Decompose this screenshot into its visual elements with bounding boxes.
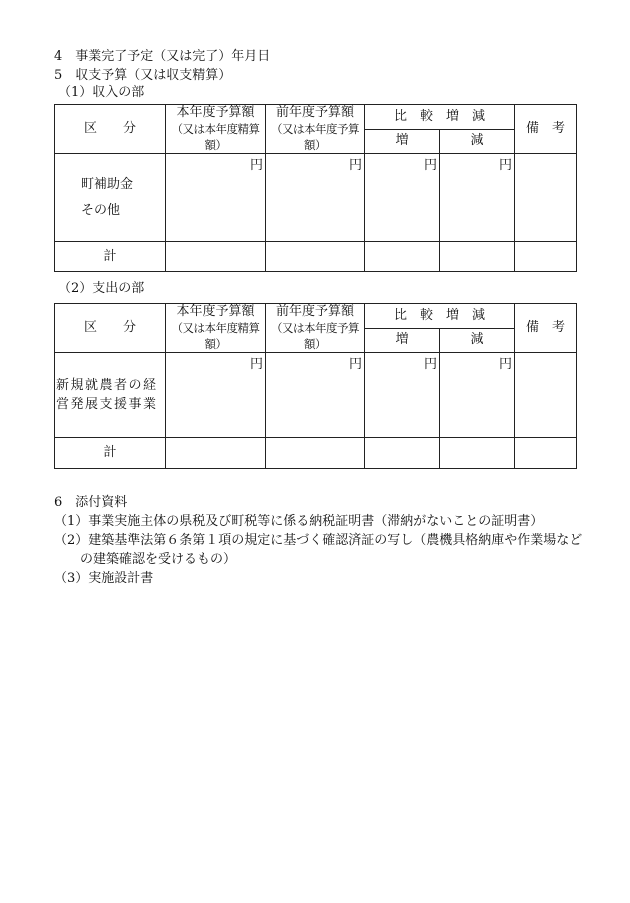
section-6-heading: 6 添付資料 (54, 495, 128, 510)
attachment-2: （2）建築基準法第６条第１項の規定に基づく確認済証の写し（農機具格納庫や作業場など (54, 533, 583, 548)
header-previous-budget: 前年度予算額 （又は本年度予算額） (266, 105, 365, 154)
header-current-budget: 本年度予算額 （又は本年度精算額） (166, 105, 266, 154)
income-total-label: 計 (55, 242, 166, 272)
income-total-previous (266, 242, 365, 272)
header-increase: 増 (365, 328, 440, 353)
expense-total-previous (266, 438, 365, 469)
header-decrease: 減 (440, 129, 515, 154)
income-total-increase (365, 242, 440, 272)
expense-decrease-cell: 円 (440, 353, 515, 438)
income-remarks-cell (515, 154, 577, 242)
header-category: 区 分 (55, 304, 166, 353)
expense-total-increase (365, 438, 440, 469)
expense-item: 新規就農者の経 営発展支援事業 (55, 353, 166, 438)
income-total-remarks (515, 242, 577, 272)
header-remarks: 備 考 (515, 304, 577, 353)
income-table (54, 104, 577, 272)
header-increase: 増 (365, 129, 440, 154)
income-total-current (166, 242, 266, 272)
header-remarks: 備 考 (515, 105, 577, 154)
expense-table (54, 303, 577, 469)
expense-increase-cell: 円 (365, 353, 440, 438)
header-current-budget: 本年度予算額 （又は本年度精算額） (166, 304, 266, 353)
income-total-decrease (440, 242, 515, 272)
income-subtitle: （1）収入の部 (58, 85, 145, 100)
expense-total-decrease (440, 438, 515, 469)
header-comparison: 比 較 増 減 (365, 304, 515, 329)
expense-current-cell: 円 (166, 353, 266, 438)
expense-total-label: 計 (55, 438, 166, 469)
expense-remarks-cell (515, 353, 577, 438)
attachment-3: （3）実施設計書 (54, 571, 154, 586)
income-items: 町補助金 その他 (55, 154, 166, 242)
header-category: 区 分 (55, 105, 166, 154)
header-decrease: 減 (440, 328, 515, 353)
attachment-1: （1）事業実施主体の県税及び町税等に係る納税証明書（滞納がないことの証明書） (54, 514, 544, 529)
header-comparison: 比 較 増 減 (365, 105, 515, 130)
header-previous-budget: 前年度予算額 （又は本年度予算額） (266, 304, 365, 353)
attachment-2-cont: の建築確認を受けるもの） (54, 552, 237, 567)
income-increase-cell: 円 (365, 154, 440, 242)
income-current-cell: 円 (166, 154, 266, 242)
expense-total-remarks (515, 438, 577, 469)
expense-total-current (166, 438, 266, 469)
expense-previous-cell: 円 (266, 353, 365, 438)
expense-subtitle: （2）支出の部 (58, 281, 145, 296)
income-decrease-cell: 円 (440, 154, 515, 242)
income-previous-cell: 円 (266, 154, 365, 242)
section-5-heading: 5 収支予算（又は収支精算） (54, 68, 232, 83)
section-4-heading: 4 事業完了予定（又は完了）年月日 (54, 49, 271, 64)
